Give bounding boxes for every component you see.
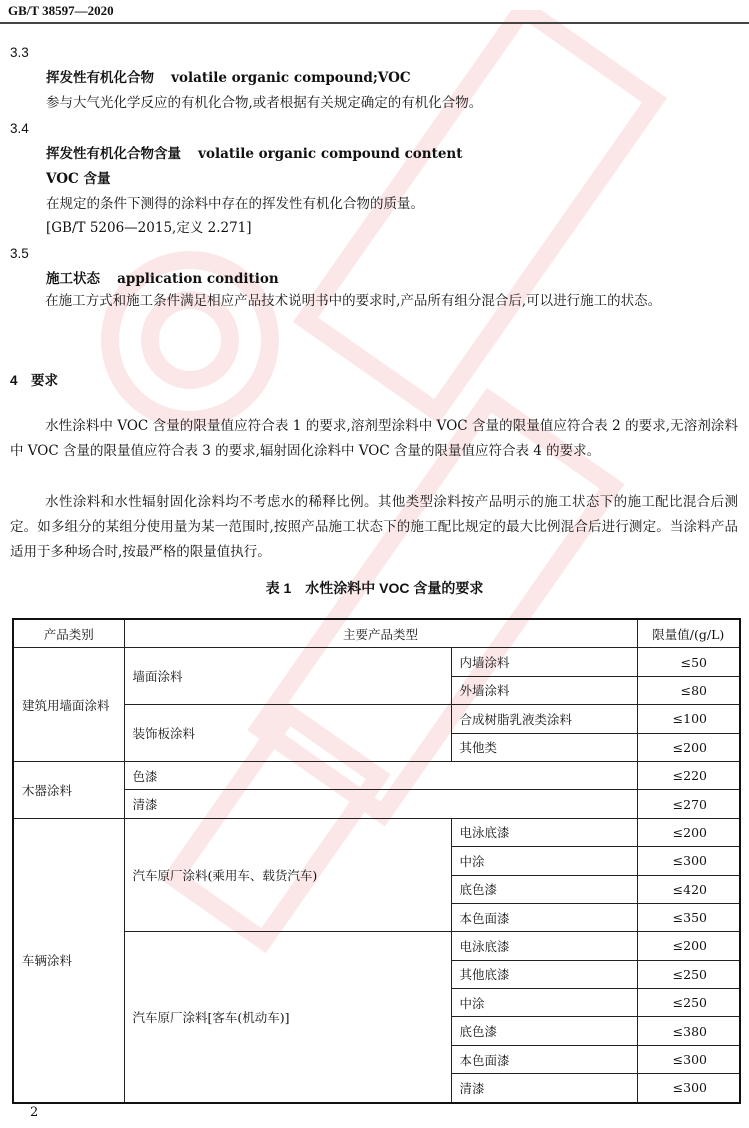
section-heading: 4 要求 [10, 373, 59, 388]
type-cell: 中涂 [451, 847, 637, 875]
table-row [13, 761, 740, 789]
limit-cell: ≤300 [637, 847, 740, 875]
term-heading [46, 145, 738, 163]
term-number: 3.5 [10, 246, 29, 261]
term-definition: 参与大气光化学反应的有机化合物,或者根据有关规定确定的有机化合物。 [46, 95, 483, 111]
type-cell: 其他类 [451, 733, 637, 761]
type-cell: 底色漆 [451, 1017, 637, 1045]
limit-cell: ≤200 [637, 818, 740, 846]
limit-cell: ≤250 [637, 960, 740, 988]
header-limit: 限量值/(g/L) [637, 619, 740, 648]
term-number: 3.4 [10, 121, 29, 136]
type-cell: 电泳底漆 [451, 932, 637, 960]
limit-cell: ≤420 [637, 875, 740, 903]
category-cell: 车辆涂料 [13, 818, 124, 1102]
term-zh: 挥发性有机化合物 [46, 70, 154, 86]
type-cell: 内墙涂料 [451, 648, 637, 676]
standard-number: GB/T 38597—2020 [8, 3, 114, 18]
limit-cell: ≤100 [637, 705, 740, 733]
header-category: 产品类别 [13, 619, 124, 648]
limit-cell: ≤380 [637, 1017, 740, 1045]
term-definition: 在施工方式和施工条件满足相应产品技术说明书中的要求时,产品所有组分混合后,可以进行施工的状态。 [45, 293, 662, 309]
term-heading [46, 270, 738, 288]
term-alt: VOC 含量 [46, 171, 111, 187]
type-cell: 清漆 [451, 1074, 637, 1103]
limit-cell: ≤250 [637, 989, 740, 1017]
type-cell: 清漆 [124, 790, 637, 818]
limit-cell: ≤80 [637, 676, 740, 704]
term-en: application condition [117, 271, 279, 287]
type-cell: 本色面漆 [451, 903, 637, 931]
limit-cell: ≤200 [637, 733, 740, 761]
table-row [13, 648, 740, 676]
limit-cell: ≤50 [637, 648, 740, 676]
category-cell: 木器涂料 [13, 761, 124, 818]
header-rule [0, 22, 749, 24]
voc-limit-table [12, 618, 741, 1104]
term-en: volatile organic compound;VOC [171, 70, 411, 86]
type-cell: 中涂 [451, 989, 637, 1017]
limit-cell: ≤350 [637, 903, 740, 931]
subtype-cell: 汽车原厂涂料(乘用车、载货汽车) [124, 818, 451, 932]
term-heading [46, 69, 738, 87]
type-cell: 色漆 [124, 761, 637, 789]
type-cell: 外墙涂料 [451, 676, 637, 704]
term-zh: 施工状态 [46, 271, 100, 287]
limit-cell: ≤300 [637, 1074, 740, 1103]
type-cell: 底色漆 [451, 875, 637, 903]
table-header-row [13, 619, 740, 648]
category-cell: 建筑用墙面涂料 [13, 648, 124, 762]
page-number: 2 [30, 1105, 39, 1120]
limit-cell: ≤220 [637, 761, 740, 789]
term-number: 3.3 [10, 45, 29, 60]
term-source: [GB/T 5206—2015,定义 2.271] [46, 220, 252, 236]
paragraph: 水性涂料中 VOC 含量的限量值应符合表 1 的要求,溶剂型涂料中 VOC 含量的限量值应符合表 2 的要求,无溶剂涂料中 VOC 含量的限量值应符合表 3 的要求,辐射固化涂料中 VOC 含量的限量值应符合表 4 的要求。 [10, 418, 738, 459]
term-zh: 挥发性有机化合物含量 [46, 146, 181, 162]
type-cell: 电泳底漆 [451, 818, 637, 846]
type-cell: 本色面漆 [451, 1045, 637, 1073]
header-type: 主要产品类型 [124, 619, 637, 648]
subtype-cell: 汽车原厂涂料[客车(机动车)] [124, 932, 451, 1103]
paragraph: 水性涂料和水性辐射固化涂料均不考虑水的稀释比例。其他类型涂料按产品明示的施工状态下的施工配比混合后测定。如多组分的某组分使用量为某一范围时,按照产品施工状态下的施工配比规定的最大比例混合后进行测定。当涂料产品适用于多种场合时,按最严格的限量值执行。 [10, 494, 738, 560]
subtype-cell: 装饰板涂料 [124, 705, 451, 762]
table-caption: 表 1 水性涂料中 VOC 含量的要求 [265, 580, 484, 596]
term-en: volatile organic compound content [198, 146, 463, 162]
type-cell: 合成树脂乳液类涂料 [451, 705, 637, 733]
term-definition: 在规定的条件下测得的涂料中存在的挥发性有机化合物的质量。 [46, 196, 424, 212]
limit-cell: ≤270 [637, 790, 740, 818]
subtype-cell: 墙面涂料 [124, 648, 451, 705]
limit-cell: ≤300 [637, 1045, 740, 1073]
type-cell: 其他底漆 [451, 960, 637, 988]
limit-cell: ≤200 [637, 932, 740, 960]
table-row [13, 818, 740, 846]
